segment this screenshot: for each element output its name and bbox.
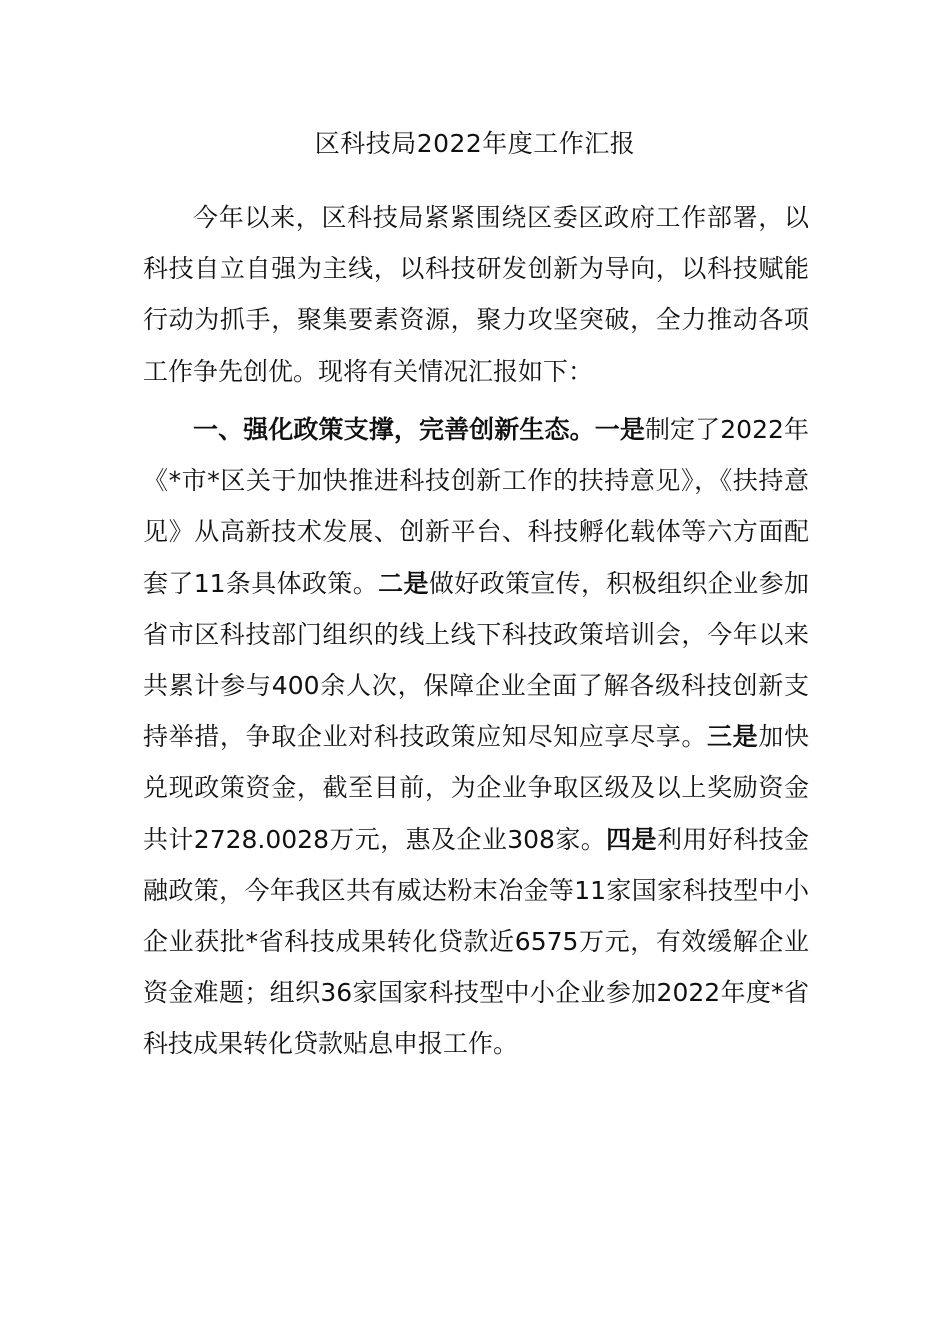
point-2-text: 做好政策宣传，积极组织企业参加省市区科技部门组织的线上线下科技政策培训会，今年以来共累计参与400余人次，保障企业全面了解各级科技创新支持举措，争取企业对科技政策应知尽知应享尽享。 [143, 568, 809, 752]
point-2-label: 二是 [378, 568, 429, 598]
point-3-text: 加快兑现政策资金，截至目前，为企业争取区级及以上奖励资金共计2728.0028万元，惠及企业308家。 [143, 722, 809, 854]
section-1-heading: 一、强化政策支撑，完善创新生态。 [193, 415, 595, 444]
section-1-paragraph [143, 404, 809, 1070]
point-4-text: 利用好科技金融政策，今年我区共有威达粉末冶金等11家国家科技型中小企业获批*省科技成果转化贷款近6575万元，有效缓解企业资金难题；组织36家国家科技型中小企业参加2022年度*省科技成果转化贷款贴息申报工作。 [143, 824, 809, 1059]
point-1-label: 一是 [594, 415, 645, 444]
intro-paragraph: 今年以来，区科技局紧紧围绕区委区政府工作部署，以科技自立自强为主线，以科技研发创新为导向，以科技赋能行动为抓手，聚集要素资源，聚力攻坚突破，全力推动各项工作争先创优。现将有关情况汇报如下： [143, 203, 809, 386]
point-3-label: 三是 [707, 722, 759, 752]
document-title: 区科技局2022年度工作汇报 [314, 129, 636, 158]
point-4-label: 四是 [606, 824, 657, 854]
point-1-text: 制定了2022年《*市*区关于加快推进科技创新工作的扶持意见》，《扶持意见》从高新技术发展、创新平台、科技孵化载体等六方面配套了11条具体政策。 [143, 415, 809, 598]
